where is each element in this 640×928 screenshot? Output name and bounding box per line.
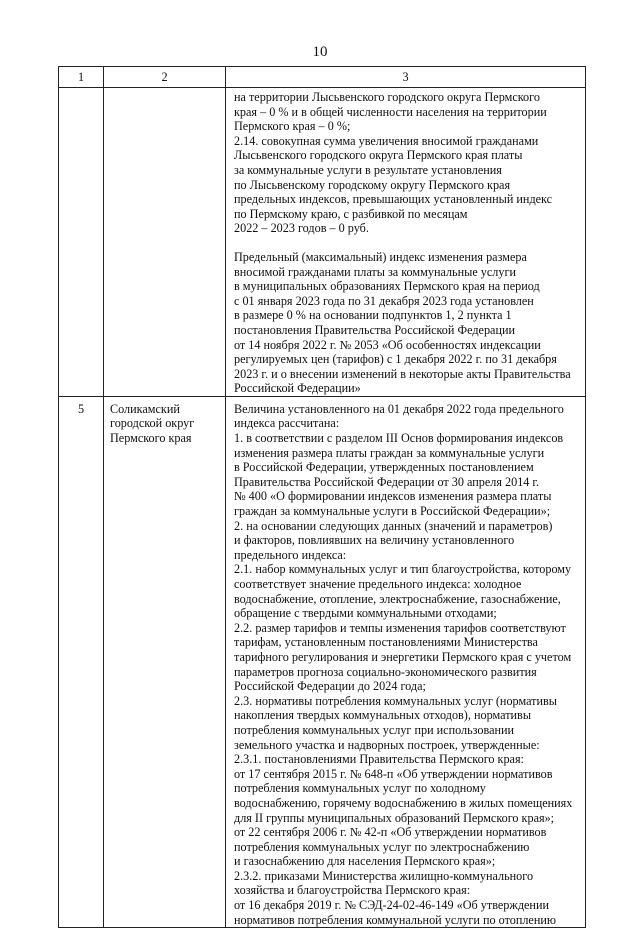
table-row [59,396,586,927]
column-header-3: 3 [226,67,586,88]
municipality-name: Соликамский городской округ Пермского края [104,396,226,927]
column-header-1: 1 [59,67,104,88]
document-table [58,66,586,928]
table-header-row [59,67,586,88]
description-paragraph: на территории Лысьвенского городского округа Пермского края – 0 % и в общей численности населения на территории Пермского края – 0 %; 2.14. совокупная сумма увеличения вносимой гражданами Лысьвенского городского округа Пермского края платы за коммунальные услуги в результате установления по Лысьвенскому городскому округу Пермского края предельных индексов, превышающих установленный индекс по Пермскому краю, с разбивкой по месяцам 2022 – 2023 годов – 0 руб. [234,90,553,236]
description-paragraph: Величина установленного на 01 декабря 2022 года предельного индекса рассчитана: 1. в соответствии с разделом III Основ формирования индексов изменения размера платы граждан за коммунальные услуги в Российской Федерации, утвержденных постановлением Правительства Российской Федерации от 30 апреля 2014 г. № 400 «О формировании индексов изменения размера платы граждан за коммунальные услуги в Российской Федерации»; 2. на основании следующих данных (значений и параметров) и факторов, повлиявших на величину установленного предельного индекса: 2.1. набор коммунальных услуг и тип благоустройства, которому соответствует значение предельного индекса: холодное водоснабжение, отопление, электроснабжение, газоснабжение, обращение с твердыми коммунальными отходами; 2.2. размер тарифов и темпы изменения тарифов соответствуют тарифам, установленным постановлениями Министерства тарифного регулирования и энергетики Пермского края с учетом параметров прогноза социально-экономического развития Российской Федерации до 2024 года; 2.3. нормативы потребления коммунальных услуг (нормативы накопления твердых коммунальных отходов), нормативы потребления коммунальных услуг при использовании земельного участка и надворных построек, утвержденные: 2.3.1. постановлениями Правительства Пермского края: от 17 сентября 2015 г. № 648-п «Об утверждении нормативов потребления коммунальных услуг по холодному водоснабжению, горячему водоснабжению в жилых помещениях для II группы муниципальных образований Пермского края»; от 22 сентября 2006 г. № 42-п «Об утверждении нормативов потребления коммунальных услуг по электроснабжению и газоснабжению для населения Пермского края»; 2.3.2. приказами Министерства жилищно-коммунального хозяйства и благоустройства Пермского края: от 16 декабря 2019 г. № СЭД-24-02-46-149 «Об утверждении нормативов потребления коммунальной услуги по отоплению [234,401,573,927]
description-paragraph: Предельный (максимальный) индекс изменения размера вносимой гражданами платы за коммунальные услуги в муниципальных образованиях Пермского края на период с 01 января 2023 года по 31 декабря 2023 года установлен в размере 0 % на основании подпунктов 1, 2 пункта 1 постановления Правительства Российской Федерации от 14 ноября 2022 г. № 2053 «Об особенностях индексации регулируемых цен (тарифов) с 1 декабря 2022 г. по 31 декабря 2023 г. и о внесении изменений в некоторые акты Правительства Российской Федерации» [234,249,571,396]
column-header-2: 2 [104,67,226,88]
row-description [226,88,586,397]
row-number: 5 [59,396,104,927]
row-description [226,396,586,927]
municipality-name [104,88,226,397]
table-row [59,88,586,397]
page-number: 10 [312,44,328,60]
row-number [59,88,104,397]
